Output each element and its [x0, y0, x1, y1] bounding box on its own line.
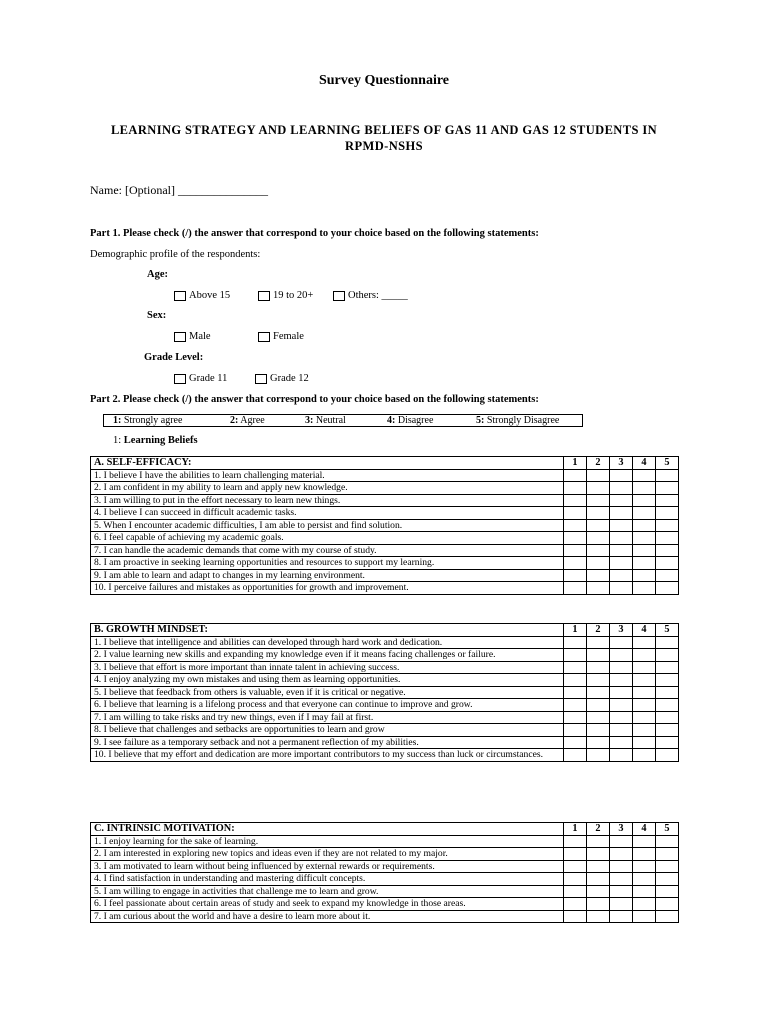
rating-header-5: 5 [656, 823, 679, 836]
rating-cell-3[interactable] [610, 686, 633, 699]
rating-cell-5[interactable] [656, 848, 679, 861]
rating-cell-1[interactable] [564, 494, 587, 507]
rating-cell-1[interactable] [564, 724, 587, 737]
rating-cell-3[interactable] [610, 519, 633, 532]
statement-text: 10. I perceive failures and mistakes as opportunities for growth and improvement. [91, 582, 564, 595]
rating-cell-2[interactable] [587, 519, 610, 532]
rating-cell-3[interactable] [610, 649, 633, 662]
rating-cell-4[interactable] [633, 724, 656, 737]
checkbox[interactable] [174, 332, 186, 342]
statement-text: 2. I am confident in my ability to learn and apply new knowledge. [91, 482, 564, 495]
rating-cell-5[interactable] [656, 860, 679, 873]
statement-text: 4. I enjoy analyzing my own mistakes and using them as learning opportunities. [91, 674, 564, 687]
statement-text: 3. I believe that effort is more important than innate talent in achieving success. [91, 661, 564, 674]
learning-beliefs-heading: 1: Learning Beliefs [113, 435, 198, 446]
rating-cell-1[interactable] [564, 649, 587, 662]
rating-header-4: 4 [633, 457, 656, 470]
scale-item-3: 3: Neutral [305, 415, 346, 426]
statement-text: 6. I feel capable of achieving my academic goals. [91, 532, 564, 545]
rating-cell-5[interactable] [656, 736, 679, 749]
rating-header-2: 2 [587, 457, 610, 470]
rating-cell-4[interactable] [633, 507, 656, 520]
rating-cell-5[interactable] [656, 711, 679, 724]
rating-header-1: 1 [564, 457, 587, 470]
rating-cell-4[interactable] [633, 569, 656, 582]
rating-cell-3[interactable] [610, 736, 633, 749]
rating-cell-4[interactable] [633, 835, 656, 848]
rating-cell-1[interactable] [564, 898, 587, 911]
table-row [91, 724, 679, 737]
rating-cell-4[interactable] [633, 686, 656, 699]
rating-cell-4[interactable] [633, 848, 656, 861]
rating-header-3: 3 [610, 823, 633, 836]
rating-cell-4[interactable] [633, 582, 656, 595]
rating-cell-3[interactable] [610, 532, 633, 545]
rating-cell-5[interactable] [656, 661, 679, 674]
rating-cell-4[interactable] [633, 469, 656, 482]
statement-text: 5. I believe that feedback from others is valuable, even if it is critical or negative. [91, 686, 564, 699]
scale-item-5: 5: Strongly Disagree [476, 415, 560, 426]
rating-cell-3[interactable] [610, 711, 633, 724]
rating-cell-1[interactable] [564, 736, 587, 749]
rating-cell-5[interactable] [656, 494, 679, 507]
table-row [91, 569, 679, 582]
rating-cell-3[interactable] [610, 569, 633, 582]
rating-cell-5[interactable] [656, 557, 679, 570]
rating-header-1: 1 [564, 624, 587, 637]
rating-cell-5[interactable] [656, 749, 679, 762]
statement-text: 8. I am proactive in seeking learning opportunities and resources to support my learning. [91, 557, 564, 570]
statement-text: 8. I believe that challenges and setbacks are opportunities to learn and grow [91, 724, 564, 737]
rating-cell-4[interactable] [633, 532, 656, 545]
rating-cell-1[interactable] [564, 569, 587, 582]
statement-text: 4. I believe I can succeed in difficult academic tasks. [91, 507, 564, 520]
rating-cell-3[interactable] [610, 724, 633, 737]
statement-text: 10. I believe that my effort and dedication are more important contributors to my success than luck or circumstances. [91, 749, 564, 762]
rating-cell-1[interactable] [564, 711, 587, 724]
section-header-row [91, 624, 679, 637]
rating-cell-3[interactable] [610, 860, 633, 873]
rating-cell-4[interactable] [633, 898, 656, 911]
rating-cell-2[interactable] [587, 649, 610, 662]
table-row [91, 898, 679, 911]
rating-cell-2[interactable] [587, 686, 610, 699]
rating-cell-2[interactable] [587, 482, 610, 495]
rating-cell-4[interactable] [633, 860, 656, 873]
rating-cell-1[interactable] [564, 557, 587, 570]
rating-cell-2[interactable] [587, 898, 610, 911]
table-row [91, 507, 679, 520]
age-option-above-15[interactable]: Above 15 [174, 290, 230, 301]
rating-cell-3[interactable] [610, 749, 633, 762]
rating-cell-5[interactable] [656, 686, 679, 699]
rating-cell-5[interactable] [656, 898, 679, 911]
table-row [91, 885, 679, 898]
table-row [91, 532, 679, 545]
age-option-19-to-20[interactable]: 19 to 20+ [258, 290, 313, 301]
survey-subtitle: LEARNING STRATEGY AND LEARNING BELIEFS OF GAS 11 AND GAS 12 STUDENTS IN RPMD-NSHS [110, 123, 658, 153]
rating-cell-5[interactable] [656, 507, 679, 520]
rating-cell-5[interactable] [656, 649, 679, 662]
rating-cell-2[interactable] [587, 494, 610, 507]
rating-scale-legend [103, 414, 583, 427]
rating-cell-2[interactable] [587, 661, 610, 674]
rating-cell-3[interactable] [610, 674, 633, 687]
name-field[interactable]: Name: [Optional] _______________ [90, 183, 268, 197]
statement-text: 7. I am curious about the world and have a desire to learn more about it. [91, 910, 564, 923]
rating-cell-3[interactable] [610, 661, 633, 674]
rating-header-5: 5 [656, 624, 679, 637]
statement-text: 2. I value learning new skills and expanding my knowledge even if it means facing challenges or failure. [91, 649, 564, 662]
rating-cell-2[interactable] [587, 544, 610, 557]
rating-cell-2[interactable] [587, 885, 610, 898]
rating-cell-4[interactable] [633, 873, 656, 886]
table-row [91, 686, 679, 699]
checkbox[interactable] [255, 374, 267, 384]
growth-mindset-table [90, 623, 679, 762]
rating-cell-1[interactable] [564, 532, 587, 545]
self-efficacy-table [90, 456, 679, 595]
sex-label: Sex: [147, 310, 167, 321]
rating-cell-5[interactable] [656, 873, 679, 886]
sex-option-male[interactable]: Male [174, 331, 211, 342]
rating-cell-1[interactable] [564, 582, 587, 595]
statement-text: 5. When I encounter academic difficulties, I am able to persist and find solution. [91, 519, 564, 532]
rating-cell-5[interactable] [656, 532, 679, 545]
rating-cell-5[interactable] [656, 544, 679, 557]
page-title: Survey Questionnaire [318, 73, 450, 88]
grade-option-12[interactable]: Grade 12 [255, 373, 309, 384]
rating-cell-4[interactable] [633, 557, 656, 570]
checkbox[interactable] [333, 291, 345, 301]
rating-cell-1[interactable] [564, 544, 587, 557]
rating-cell-4[interactable] [633, 910, 656, 923]
statement-text: 4. I find satisfaction in understanding and mastering difficult concepts. [91, 873, 564, 886]
rating-cell-2[interactable] [587, 569, 610, 582]
checkbox[interactable] [174, 374, 186, 384]
rating-cell-3[interactable] [610, 873, 633, 886]
rating-cell-5[interactable] [656, 636, 679, 649]
table-row [91, 582, 679, 595]
scale-item-4: 4: Disagree [387, 415, 434, 426]
table-row [91, 519, 679, 532]
rating-cell-1[interactable] [564, 661, 587, 674]
rating-cell-4[interactable] [633, 636, 656, 649]
part2-instructions: Part 2. Please check (/) the answer that correspond to your choice based on the following statements: [90, 394, 539, 405]
statement-text: 9. I see failure as a temporary setback and not a permanent reflection of my abilities. [91, 736, 564, 749]
section-title: A. SELF-EFFICACY: [91, 457, 564, 470]
rating-cell-1[interactable] [564, 482, 587, 495]
rating-cell-3[interactable] [610, 469, 633, 482]
rating-header-5: 5 [656, 457, 679, 470]
rating-cell-1[interactable] [564, 686, 587, 699]
rating-cell-5[interactable] [656, 835, 679, 848]
scale-item-2: 2: Agree [230, 415, 265, 426]
statement-text: 3. I am motivated to learn without being influenced by external rewards or requirements. [91, 860, 564, 873]
rating-cell-2[interactable] [587, 636, 610, 649]
checkbox[interactable] [174, 291, 186, 301]
rating-cell-3[interactable] [610, 699, 633, 712]
table-row [91, 469, 679, 482]
rating-cell-4[interactable] [633, 736, 656, 749]
rating-cell-1[interactable] [564, 885, 587, 898]
rating-cell-4[interactable] [633, 749, 656, 762]
table-row [91, 835, 679, 848]
rating-cell-3[interactable] [610, 910, 633, 923]
rating-cell-3[interactable] [610, 557, 633, 570]
rating-cell-2[interactable] [587, 724, 610, 737]
table-row [91, 749, 679, 762]
rating-cell-2[interactable] [587, 910, 610, 923]
rating-cell-3[interactable] [610, 494, 633, 507]
rating-cell-2[interactable] [587, 699, 610, 712]
rating-cell-4[interactable] [633, 661, 656, 674]
rating-cell-1[interactable] [564, 507, 587, 520]
rating-cell-3[interactable] [610, 636, 633, 649]
sex-option-female[interactable]: Female [258, 331, 304, 342]
statement-text: 1. I believe I have the abilities to learn challenging material. [91, 469, 564, 482]
rating-header-2: 2 [587, 624, 610, 637]
scale-item-1: 1: Strongly agree [113, 415, 183, 426]
rating-cell-5[interactable] [656, 569, 679, 582]
checkbox[interactable] [258, 291, 270, 301]
statement-text: 7. I can handle the academic demands that come with my course of study. [91, 544, 564, 557]
rating-cell-1[interactable] [564, 519, 587, 532]
rating-cell-4[interactable] [633, 674, 656, 687]
rating-header-4: 4 [633, 823, 656, 836]
rating-header-2: 2 [587, 823, 610, 836]
section-title: B. GROWTH MINDSET: [91, 624, 564, 637]
rating-cell-3[interactable] [610, 835, 633, 848]
table-row [91, 848, 679, 861]
rating-cell-2[interactable] [587, 674, 610, 687]
rating-cell-1[interactable] [564, 636, 587, 649]
rating-cell-2[interactable] [587, 749, 610, 762]
age-label: Age: [147, 269, 168, 280]
table-row [91, 674, 679, 687]
rating-cell-4[interactable] [633, 711, 656, 724]
rating-cell-5[interactable] [656, 910, 679, 923]
rating-cell-1[interactable] [564, 469, 587, 482]
table-row [91, 699, 679, 712]
table-row [91, 557, 679, 570]
table-row [91, 649, 679, 662]
rating-cell-3[interactable] [610, 507, 633, 520]
rating-cell-4[interactable] [633, 482, 656, 495]
rating-cell-5[interactable] [656, 582, 679, 595]
statement-text: 9. I am able to learn and adapt to changes in my learning environment. [91, 569, 564, 582]
rating-cell-2[interactable] [587, 860, 610, 873]
demographic-heading: Demographic profile of the respondents: [90, 249, 261, 260]
rating-cell-5[interactable] [656, 699, 679, 712]
rating-cell-1[interactable] [564, 674, 587, 687]
rating-cell-3[interactable] [610, 544, 633, 557]
rating-cell-5[interactable] [656, 724, 679, 737]
rating-cell-2[interactable] [587, 582, 610, 595]
rating-cell-1[interactable] [564, 835, 587, 848]
intrinsic-motivation-table [90, 822, 679, 923]
rating-cell-5[interactable] [656, 519, 679, 532]
statement-text: 7. I am willing to take risks and try new things, even if I may fail at first. [91, 711, 564, 724]
section-header-row [91, 823, 679, 836]
rating-cell-2[interactable] [587, 532, 610, 545]
rating-cell-5[interactable] [656, 482, 679, 495]
rating-cell-3[interactable] [610, 848, 633, 861]
section-header-row [91, 457, 679, 470]
checkbox[interactable] [258, 332, 270, 342]
rating-cell-4[interactable] [633, 519, 656, 532]
rating-cell-1[interactable] [564, 910, 587, 923]
table-row [91, 636, 679, 649]
section-title: C. INTRINSIC MOTIVATION: [91, 823, 564, 836]
rating-cell-4[interactable] [633, 649, 656, 662]
rating-header-3: 3 [610, 457, 633, 470]
table-row [91, 482, 679, 495]
rating-cell-2[interactable] [587, 507, 610, 520]
rating-cell-4[interactable] [633, 544, 656, 557]
statement-text: 3. I am willing to put in the effort necessary to learn new things. [91, 494, 564, 507]
statement-text: 2. I am interested in exploring new topics and ideas even if they are not related to my major. [91, 848, 564, 861]
table-row [91, 494, 679, 507]
rating-header-4: 4 [633, 624, 656, 637]
statement-text: 6. I believe that learning is a lifelong process and that everyone can continue to improve and grow. [91, 699, 564, 712]
statement-text: 1. I enjoy learning for the sake of learning. [91, 835, 564, 848]
rating-cell-2[interactable] [587, 736, 610, 749]
rating-cell-1[interactable] [564, 848, 587, 861]
rating-cell-2[interactable] [587, 469, 610, 482]
rating-cell-2[interactable] [587, 835, 610, 848]
rating-cell-3[interactable] [610, 582, 633, 595]
rating-cell-2[interactable] [587, 848, 610, 861]
rating-cell-3[interactable] [610, 482, 633, 495]
rating-header-1: 1 [564, 823, 587, 836]
table-row [91, 910, 679, 923]
rating-header-3: 3 [610, 624, 633, 637]
grade-option-11[interactable]: Grade 11 [174, 373, 227, 384]
table-row [91, 860, 679, 873]
statement-text: 1. I believe that intelligence and abilities can developed through hard work and dedication. [91, 636, 564, 649]
rating-cell-2[interactable] [587, 557, 610, 570]
table-row [91, 711, 679, 724]
rating-cell-5[interactable] [656, 674, 679, 687]
rating-cell-1[interactable] [564, 873, 587, 886]
rating-cell-2[interactable] [587, 873, 610, 886]
part1-instructions: Part 1. Please check (/) the answer that correspond to your choice based on the following statements: [90, 228, 539, 239]
rating-cell-1[interactable] [564, 860, 587, 873]
table-row [91, 544, 679, 557]
table-row [91, 661, 679, 674]
rating-cell-5[interactable] [656, 469, 679, 482]
table-row [91, 736, 679, 749]
rating-cell-1[interactable] [564, 699, 587, 712]
rating-cell-5[interactable] [656, 885, 679, 898]
statement-text: 6. I feel passionate about certain areas of study and seek to expand my knowledge in those areas. [91, 898, 564, 911]
rating-cell-4[interactable] [633, 494, 656, 507]
rating-cell-1[interactable] [564, 749, 587, 762]
statement-text: 5. I am willing to engage in activities that challenge me to learn and grow. [91, 885, 564, 898]
age-option-others[interactable]: Others: _____ [333, 290, 408, 301]
table-row [91, 873, 679, 886]
rating-cell-4[interactable] [633, 885, 656, 898]
grade-level-label: Grade Level: [144, 352, 204, 363]
rating-cell-3[interactable] [610, 898, 633, 911]
rating-cell-4[interactable] [633, 699, 656, 712]
rating-cell-3[interactable] [610, 885, 633, 898]
rating-cell-2[interactable] [587, 711, 610, 724]
